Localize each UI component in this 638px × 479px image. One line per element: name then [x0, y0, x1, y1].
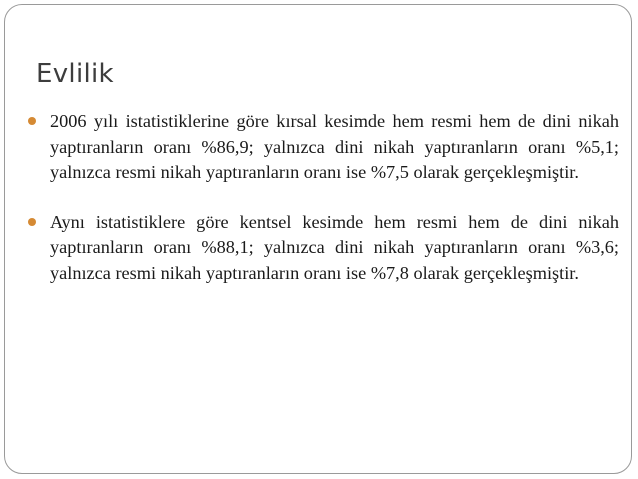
- bullet-item: [23, 109, 619, 186]
- bullet-dot-icon: [28, 117, 36, 125]
- bullet-text: Aynı istatistiklere göre kentsel kesimde hem resmi hem de dini nikah yaptıranların oranı %88,1; yalnızca dini nikah yaptıranların oranı %3,6; yalnızca resmi nikah yaptıranların oranı ise %7,8 olarak gerçekleşmiştir.: [50, 211, 619, 283]
- bullet-item: [23, 210, 619, 287]
- bullet-text: 2006 yılı istatistiklerine göre kırsal kesimde hem resmi hem de dini nikah yaptıranların oranı %86,9; yalnızca dini nikah yaptıranların oranı %5,1; yalnızca resmi nikah yaptıranların oranı ise %7,5 olarak gerçekleşmiştir.: [50, 111, 619, 182]
- slide-title: Evlilik: [36, 59, 114, 89]
- slide-frame: [4, 4, 632, 474]
- bullet-list: [23, 109, 619, 286]
- bullet-dot-icon: [28, 218, 36, 226]
